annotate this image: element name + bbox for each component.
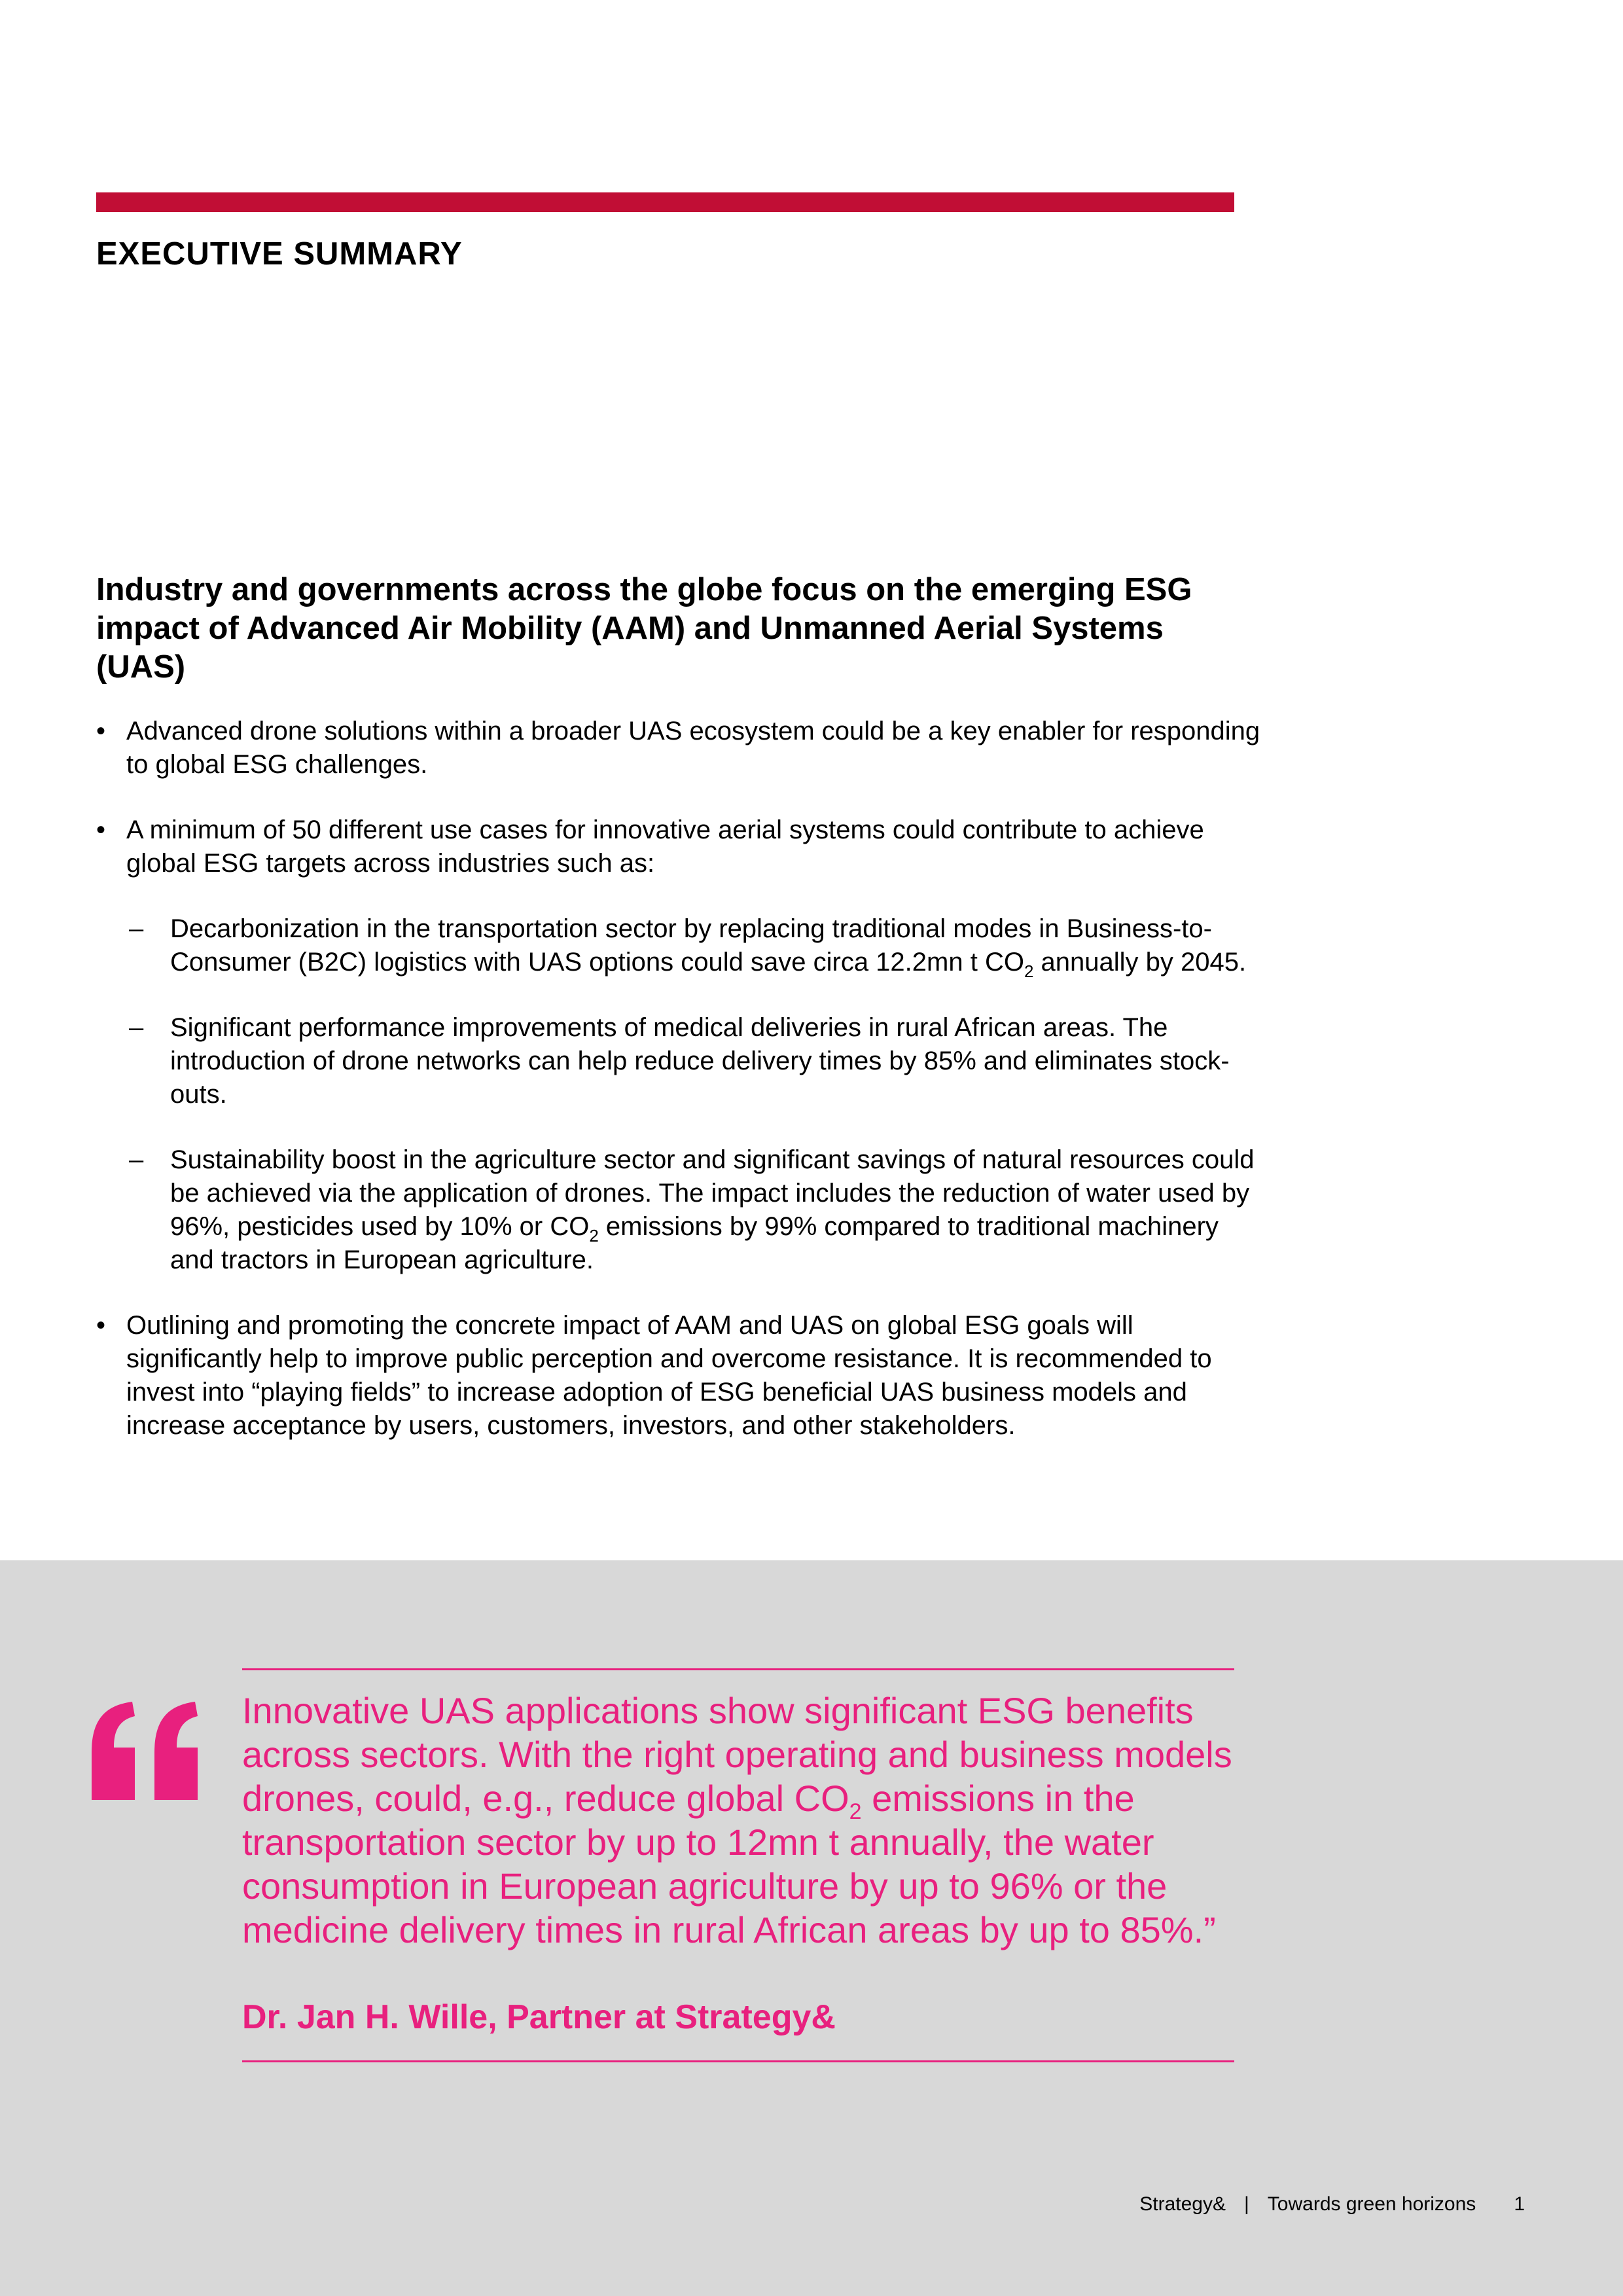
quote-text-part: emissions in the transportation sector by up to 12mn t annually, the water consumption in European agriculture by up to 96% or the medicine delivery times in rural African areas by up to 85%.” xyxy=(242,1778,1216,1950)
bullet-item xyxy=(96,715,1261,781)
footer-report-title: Towards green horizons xyxy=(1267,2193,1476,2215)
footer-separator: | xyxy=(1244,2193,1249,2215)
dash-marker: – xyxy=(129,1013,144,1042)
summary-headline: Industry and governments across the globe focus on the emerging ESG impact of Advanced Air Mobility (AAM) and Unmanned Aerial Systems (UAS) xyxy=(96,572,1192,685)
quote-text xyxy=(242,1689,1250,1952)
sub-bullet-text: Sustainability boost in the agriculture sector and significant savings of natural resources could be achieved via the application of drones. The impact includes the reduction of water used by 96%, pesticides used by 10% or CO xyxy=(170,1145,1255,1241)
bullet-text: Advanced drone solutions within a broader UAS ecosystem could be a key enabler for responding to global ESG challenges. xyxy=(126,717,1260,779)
sub-bullet-item xyxy=(96,1011,1261,1111)
sub-bullet-text: Decarbonization in the transportation sector by replacing traditional modes in Business-to-Consumer (B2C) logistics with UAS options could save circa 12.2mn t CO xyxy=(170,914,1212,977)
bullet-text: Outlining and promoting the concrete impact of AAM and UAS on global ESG goals will significantly help to improve public perception and overcome resistance. It is recommended to invest into “playing fields” to increase adoption of ESG beneficial UAS business models and increase acceptance by users, customers, investors, and other stakeholders. xyxy=(126,1311,1212,1440)
bullet-marker: • xyxy=(96,1311,106,1340)
quote-text-part: Innovative UAS applications show significant ESG benefits across sectors. With the right operating and business models drones, could, e.g., reduce global CO xyxy=(242,1690,1232,1819)
sub-bullet-item xyxy=(96,1143,1261,1277)
dash-marker: – xyxy=(129,914,144,943)
subscript: 2 xyxy=(1024,961,1034,981)
bullet-marker: • xyxy=(96,816,106,844)
quote-divider-bottom xyxy=(242,2060,1234,2062)
summary-content xyxy=(96,715,1261,1475)
quote-divider-top xyxy=(242,1668,1234,1670)
sub-bullet-text: annually by 2045. xyxy=(1033,948,1247,977)
sub-bullet-text: emissions by 99% compared to traditional machinery and tractors in European agriculture. xyxy=(170,1212,1219,1274)
page-number: 1 xyxy=(1514,2193,1525,2215)
quote-mark-right xyxy=(154,1702,198,1800)
quote-mark-left xyxy=(92,1702,135,1800)
bullet-item xyxy=(96,814,1261,880)
page-footer xyxy=(1139,2193,1525,2215)
quote-author: Dr. Jan H. Wille, Partner at Strategy& xyxy=(242,1998,836,2036)
sub-bullet-item xyxy=(96,912,1261,979)
subscript: 2 xyxy=(589,1226,599,1246)
section-title: EXECUTIVE SUMMARY xyxy=(96,236,463,272)
dash-marker: – xyxy=(129,1145,144,1174)
bullet-item xyxy=(96,1309,1261,1443)
bullet-marker: • xyxy=(96,717,106,745)
header-accent-bar xyxy=(96,192,1234,212)
bullet-text: A minimum of 50 different use cases for innovative aerial systems could contribute to achieve global ESG targets across industries such as: xyxy=(126,816,1204,878)
quote-mark-icon xyxy=(92,1702,203,1800)
sub-bullet-text: Significant performance improvements of medical deliveries in rural African areas. The introduction of drone networks can help reduce delivery times by 85% and eliminates stock-outs. xyxy=(170,1013,1230,1109)
subscript: 2 xyxy=(849,1799,862,1824)
footer-brand: Strategy& xyxy=(1139,2193,1226,2215)
